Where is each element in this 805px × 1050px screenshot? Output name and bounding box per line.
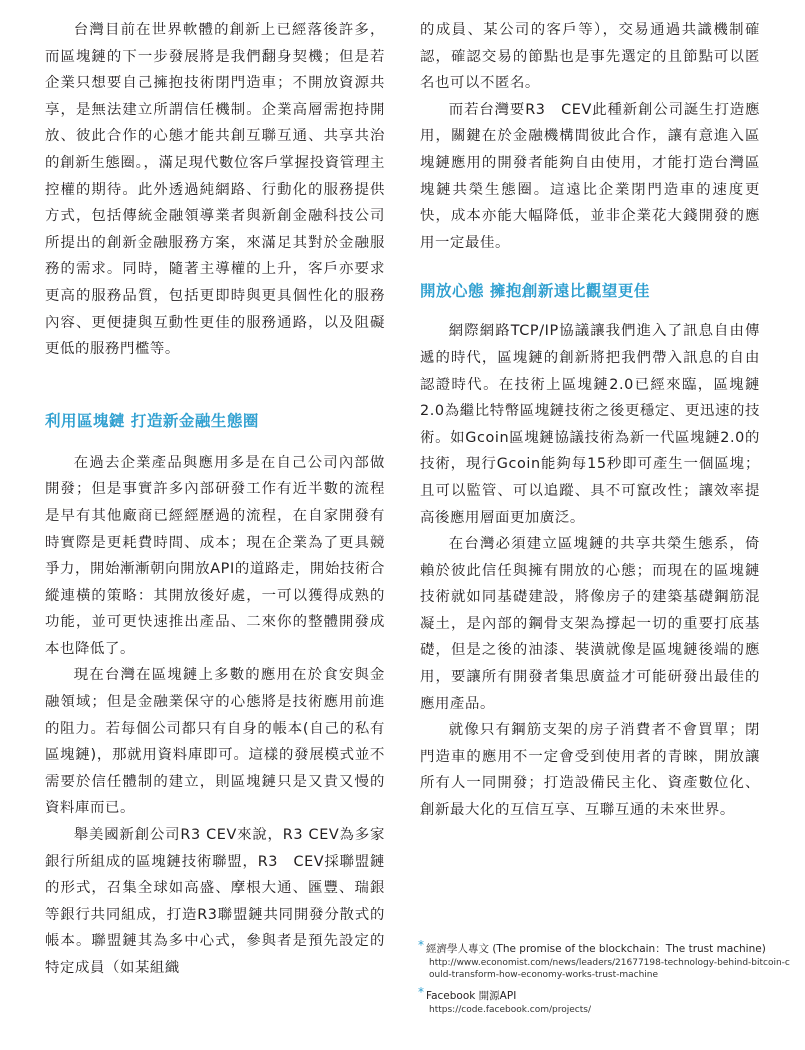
body-paragraph: 的成員、某公司的客戶等），交易通過共識機制確認，確認交易的節點也是事先選定的且節點可以匿名也可以不匿名。 bbox=[420, 22, 760, 92]
body-paragraph: 台灣目前在世界軟體的創新上已經落後許多，而區塊鏈的下一步發展將是我們翻身契機；但是若企業只想要自己擁抱技術閉門造車；不開放資源共享，是無法建立所謂信任機制。企業高層需抱持開放、彼此合作的心態才能共創互聯互通、共享共治的創新生態圈。，滿足現代數位客戶掌握投資管理主控權的期待。此外透過純網路、行動化的服務提供方式，包括傳統金融領導業者與新創金融科技公司所提出的創新金融服務方案，來滿足其對於金融服務的需求。同時，隨著主導權的上升，客戶亦要求更高的服務品質，包括更即時與更具個性化的服務內容、更便捷與互動性更佳的服務通路，以及阻礙更低的服務門檻等。 bbox=[45, 22, 385, 358]
body-paragraph: 就像只有鋼筋支架的房子消費者不會買單；閉門造車的應用不一定會受到使用者的青睞，開放讓所有人一同開發；打造設備民主化、資產數位化、創新最大化的互信互享、互聯互通的未來世界。 bbox=[420, 722, 760, 819]
left-column bbox=[45, 17, 385, 982]
footnote-link[interactable]: https://code.facebook.com/projects/ bbox=[429, 1005, 592, 1015]
footnote-asterisk: * bbox=[418, 938, 424, 952]
footnote-title: 經濟學人專文 (The promise of the blockchain：The trust machine) bbox=[426, 943, 766, 955]
footnotes bbox=[418, 938, 790, 1024]
body-paragraph: 現在台灣在區塊鏈上多數的應用在於食安與金融領域；但是金融業保守的心態將是技術應用前進的阻力。若每個公司都只有自身的帳本(自己的私有區塊鏈)，那就用資料庫即可。這樣的發展模式並不需要於信任體制的建立，則區塊鏈只是又貴又慢的資料庫而已。 bbox=[45, 667, 385, 817]
footnote bbox=[418, 938, 790, 981]
body-paragraph: 在過去企業產品與應用多是在自己公司內部做開發；但是事實許多內部研發工作有近半數的流程是早有其他廠商已經經歷過的流程，在自家開發有時實際是更耗費時間、成本；現在企業為了更具競爭力，開始漸漸朝向開放API的道路走，開始技術合縱連橫的策略：其開放後好處，一可以獲得成熟的功能，並可更快速推出產品、二來你的整體開發成本也降低了。 bbox=[45, 454, 385, 657]
body-paragraph: 而若台灣要R3 CEV此種新創公司誕生打造應用，關鍵在於金融機構間彼此合作，讓有意進入區塊鏈應用的開發者能夠自由使用，才能打造台灣區塊鏈共榮生態圈。這遠比企業閉門造車的速度更快，成本亦能大幅降低，並非企業花大錢開發的應用一定最佳。 bbox=[420, 101, 760, 251]
footnote-asterisk: * bbox=[418, 985, 424, 999]
footnote bbox=[418, 985, 790, 1016]
body-paragraph: 舉美國新創公司R3 CEV來說，R3 CEV為多家銀行所組成的區塊鏈技術聯盟，R3 CEV採聯盟鏈的形式，召集全球如高盛、摩根大通、匯豐、瑞銀等銀行共同組成，打造R3聯盟鏈共同開發分散式的帳本。聯盟鏈其為多中心式，參與者是預先設定的特定成員（如某組織 bbox=[45, 827, 385, 976]
section-heading: 利用區塊鏈 打造新金融生態圈 bbox=[45, 411, 259, 430]
footnote-link[interactable]: http://www.economist.com/news/leaders/21677198-technology-behind-bitcoin-could-transform-how-economy-works-trust-machine bbox=[429, 958, 790, 980]
section-heading: 開放心態 擁抱創新遠比觀望更佳 bbox=[420, 282, 650, 301]
body-paragraph: 在台灣必須建立區塊鏈的共享共榮生態系，倚賴於彼此信任與擁有開放的心態；而現在的區塊鏈技術就如同基礎建設，將像房子的建築基礎鋼筋混凝土，是內部的鋼骨支架為撐起一切的重要打底基礎，但是之後的油漆、裝潢就像是區塊鏈後端的應用，要讓所有開發者集思廣益才可能研發出最佳的應用產品。 bbox=[420, 536, 760, 712]
right-column bbox=[420, 17, 760, 824]
body-paragraph: 網際網路TCP/IP協議讓我們進入了訊息自由傳遞的時代，區塊鏈的創新將把我們帶入訊息的自由認證時代。在技術上區塊鏈2.0已經來臨，區塊鏈2.0為繼比特幣區塊鏈技術之後更穩定、更迅速的技術。如Gcoin區塊鏈協議技術為新一代區塊鏈2.0的技術，現行Gcoin能夠每15秒即可產生一個區塊；且可以監管、可以追蹤、具不可竄改性；讓效率提高後應用層面更加廣泛。 bbox=[420, 323, 760, 526]
footnote-title: Facebook 開源API bbox=[426, 990, 517, 1002]
